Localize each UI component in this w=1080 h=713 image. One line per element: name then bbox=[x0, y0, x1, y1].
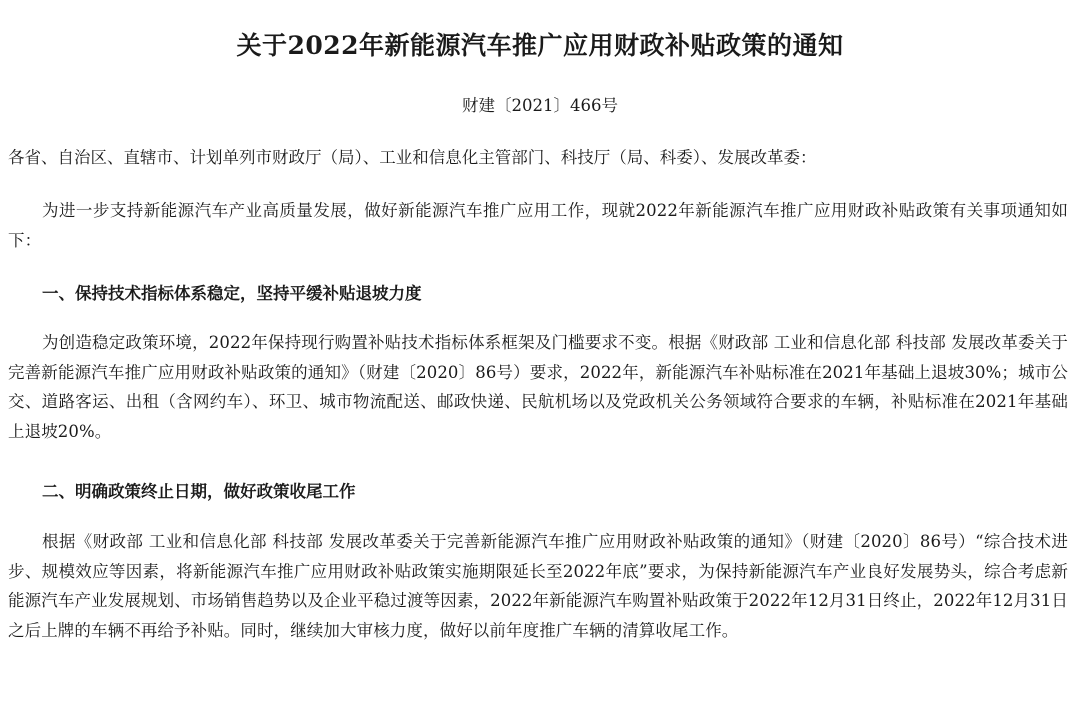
intro-paragraph: 为进一步支持新能源汽车产业高质量发展，做好新能源汽车推广应用工作，现就2022年新能源汽车推广应用财政补贴政策有关事项通知如下： bbox=[8, 201, 1068, 250]
salutation: 各省、自治区、直辖市、计划单列市财政厅（局）、工业和信息化主管部门、科技厅（局、科委）、发展改革委： bbox=[8, 148, 817, 167]
document-number: 财建〔2021〕466号 bbox=[462, 96, 618, 115]
section-1-heading: 一、保持技术指标体系稳定，坚持平缓补贴退坡力度 bbox=[42, 284, 422, 303]
section-2-body: 根据《财政部 工业和信息化部 科技部 发展改革委关于完善新能源汽车推广应用财政补贴政策的通知》（财建〔2020〕86号）“综合技术进步、规模效应等因素，将新能源汽车推广应用财政补贴政策实施期限延长至2022年底”要求，为保持新能源汽车产业良好发展势头，综合考虑新能源汽车产业发展规划、市场销售趋势以及企业平稳过渡等因素，2022年新能源汽车购置补贴政策于2022年12月31日终止，2022年12月31日之后上牌的车辆不再给予补贴。同时，继续加大审核力度，做好以前年度推广车辆的清算收尾工作。 bbox=[8, 532, 1068, 640]
section-1-body: 为创造稳定政策环境，2022年保持现行购置补贴技术指标体系框架及门槛要求不变。根据《财政部 工业和信息化部 科技部 发展改革委关于完善新能源汽车推广应用财政补贴政策的通知》（财建〔2020〕86号）要求，2022年，新能源汽车补贴标准在2021年基础上退坡30%；城市公交、道路客运、出租（含网约车）、环卫、城市物流配送、邮政快递、民航机场以及党政机关公务领域符合要求的车辆，补贴标准在2021年基础上退坡20%。 bbox=[8, 333, 1068, 441]
section-2-heading: 二、明确政策终止日期，做好政策收尾工作 bbox=[42, 482, 356, 501]
document-title: 关于2022年新能源汽车推广应用财政补贴政策的通知 bbox=[236, 31, 844, 60]
